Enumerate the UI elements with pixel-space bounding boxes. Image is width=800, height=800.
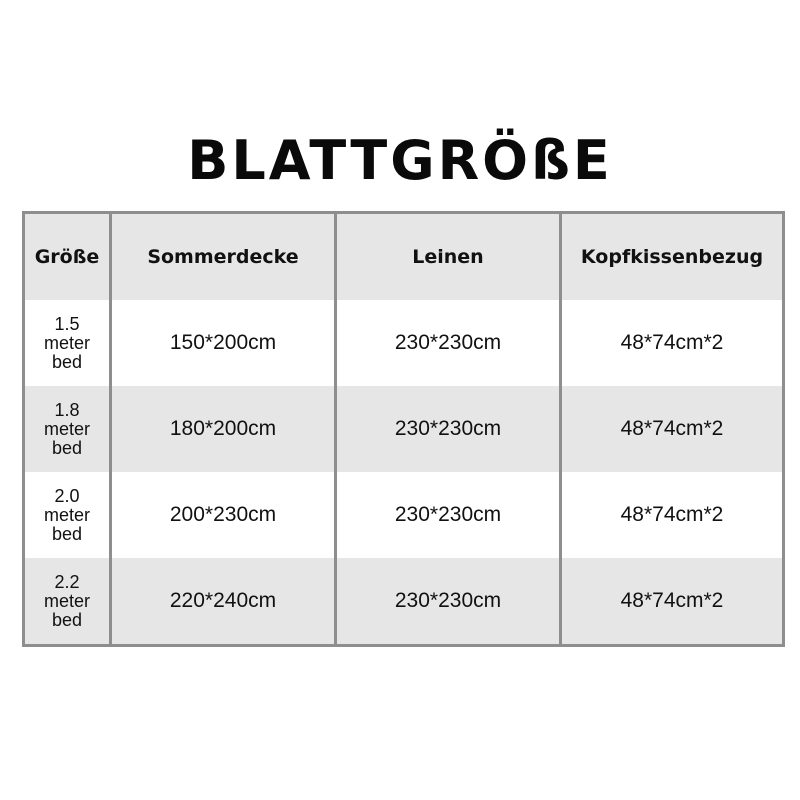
size-unit: meter [43, 590, 90, 611]
page-title: BLATTGRÖßE [187, 129, 613, 192]
size-value: 1.5 [54, 313, 80, 334]
kopfkissenbezug-cell: 48*74cm*2 [561, 472, 784, 558]
size-unit: meter [43, 418, 90, 439]
size-value: 1.8 [54, 399, 80, 420]
size-suffix: bed [51, 523, 83, 544]
leinen-cell: 230*230cm [336, 386, 561, 472]
column-header-sommerdecke: Sommerdecke [111, 213, 336, 301]
column-header-groesse: Größe [24, 213, 111, 301]
table-header-row [24, 213, 784, 301]
column-header-kopfkissenbezug: Kopfkissenbezug [561, 213, 784, 301]
size-unit: meter [43, 504, 90, 525]
size-suffix: bed [51, 351, 83, 372]
kopfkissenbezug-cell: 48*74cm*2 [561, 558, 784, 646]
leinen-cell: 230*230cm [336, 300, 561, 386]
size-cell [24, 558, 111, 646]
kopfkissenbezug-cell: 48*74cm*2 [561, 386, 784, 472]
size-value: 2.2 [54, 571, 80, 592]
size-cell [24, 472, 111, 558]
sommerdecke-cell: 200*230cm [111, 472, 336, 558]
table-row [24, 386, 784, 472]
leinen-cell: 230*230cm [336, 558, 561, 646]
kopfkissenbezug-cell: 48*74cm*2 [561, 300, 784, 386]
size-suffix: bed [51, 609, 83, 630]
table-row [24, 300, 784, 386]
sommerdecke-cell: 150*200cm [111, 300, 336, 386]
column-header-leinen: Leinen [336, 213, 561, 301]
sommerdecke-cell: 180*200cm [111, 386, 336, 472]
table-row [24, 472, 784, 558]
size-cell [24, 386, 111, 472]
size-cell [24, 300, 111, 386]
table-row [24, 558, 784, 646]
size-suffix: bed [51, 437, 83, 458]
size-unit: meter [43, 332, 90, 353]
leinen-cell: 230*230cm [336, 472, 561, 558]
size-table [22, 211, 785, 647]
size-value: 2.0 [54, 485, 80, 506]
sommerdecke-cell: 220*240cm [111, 558, 336, 646]
